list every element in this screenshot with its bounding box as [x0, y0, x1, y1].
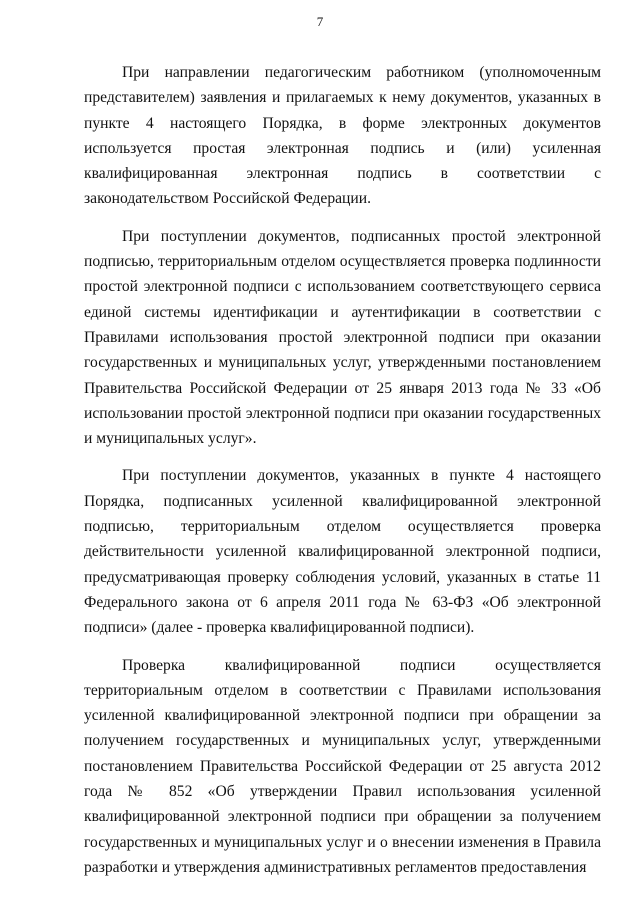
page-number: 7	[316, 14, 324, 29]
paragraph-simple-signature-verification: При поступлении документов, подписанных простой электронной подписью, территориальным отделом осуществляется проверка подлинности простой электронной подписи с использованием соответствующего сервиса единой системы идентификации и аутентификации в соответствии с Правилами использования простой электронной подписи при оказании государственных и муниципальных услуг, утвержденными постановлением Правительства Российской Федерации от 25 января 2013 года № 33 «Об использовании простой электронной подписи при оказании государственных и муниципальных услуг».	[84, 227, 601, 448]
paragraph-qualified-signature-rules: Проверка квалифицированной подписи осуществляется территориальным отделом в соответствии с Правилами использования усиленной квалифицированной электронной подписи при обращении за получением государственных и муниципальных услуг, утвержденными постановлением Правительства Российской Федерации от 25 августа 2012 года № 852 «Об утверждении Правил использования усиленной квалифицированной электронной подписи при обращении за получением государственных и муниципальных услуг и о внесении изменения в Правила разработки и утверждения административных регламентов предоставления	[84, 656, 601, 876]
document-body	[84, 60, 601, 892]
paragraph-electronic-signature-types: При направлении педагогическим работником (уполномоченным представителем) заявления и прилагаемых к нему документов, указанных в пункте 4 настоящего Порядка, в форме электронных документов используется простая электронная подпись и (или) усиленная квалифицированная электронная подпись в соответствии с законодательством Российской Федерации.	[84, 64, 601, 208]
paragraph-qualified-signature-check: При поступлении документов, указанных в пункте 4 настоящего Порядка, подписанных усиленной квалифицированной электронной подписью, территориальным отделом осуществляется проверка действительности усиленной квалифицированной электронной подписи, предусматривающая проверку соблюдения условий, указанных в статье 11 Федерального закона от 6 апреля 2011 года № 63-ФЗ «Об электронной подписи» (далее - проверка квалифицированной подписи).	[84, 467, 601, 637]
